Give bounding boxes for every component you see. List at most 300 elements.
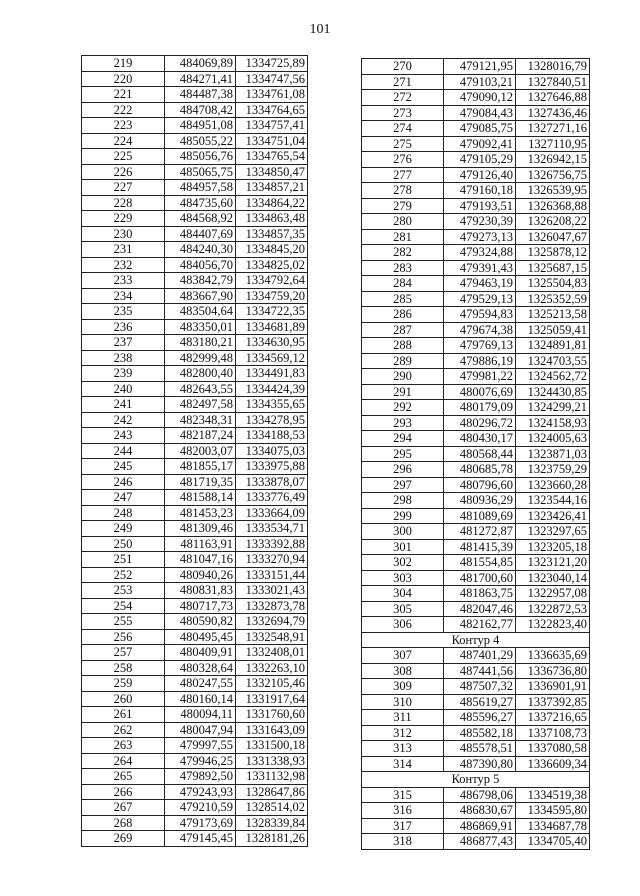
point-number: 309 bbox=[362, 679, 444, 695]
point-number: 317 bbox=[362, 818, 444, 834]
point-number: 310 bbox=[362, 694, 444, 710]
point-number: 228 bbox=[82, 195, 165, 211]
point-number: 237 bbox=[82, 335, 165, 351]
coordinate-y: 1334519,38 bbox=[516, 787, 590, 803]
coordinate-y: 1334845,20 bbox=[236, 242, 308, 258]
table-row bbox=[82, 552, 308, 568]
coordinate-y: 1331500,18 bbox=[236, 738, 308, 754]
coordinate-y: 1334630,95 bbox=[236, 335, 308, 351]
point-number: 264 bbox=[82, 753, 165, 769]
coordinate-x: 480940,26 bbox=[165, 567, 236, 583]
coordinate-y: 1324562,72 bbox=[516, 369, 590, 385]
point-number: 275 bbox=[362, 136, 444, 152]
coordinate-x: 481863,75 bbox=[444, 586, 516, 602]
coordinate-x: 481719,35 bbox=[165, 474, 236, 490]
coordinate-x: 482162,77 bbox=[444, 617, 516, 633]
coordinate-y: 1326368,88 bbox=[516, 198, 590, 214]
coordinate-x: 479230,39 bbox=[444, 214, 516, 230]
coordinate-y: 1332873,78 bbox=[236, 598, 308, 614]
table-row bbox=[82, 335, 308, 351]
table-row bbox=[82, 149, 308, 165]
table-row bbox=[362, 121, 590, 137]
table-row bbox=[82, 521, 308, 537]
coordinate-y: 1334792,64 bbox=[236, 273, 308, 289]
table-row bbox=[362, 508, 590, 524]
table-row bbox=[362, 214, 590, 230]
coordinate-x: 487401,29 bbox=[444, 648, 516, 664]
coordinate-y: 1328647,86 bbox=[236, 784, 308, 800]
coordinate-y: 1334075,03 bbox=[236, 443, 308, 459]
coordinate-x: 487390,80 bbox=[444, 756, 516, 772]
coordinate-y: 1332408,01 bbox=[236, 645, 308, 661]
coordinate-y: 1333776,49 bbox=[236, 490, 308, 506]
coordinate-y: 1326208,22 bbox=[516, 214, 590, 230]
table-row bbox=[362, 462, 590, 478]
point-number: 260 bbox=[82, 691, 165, 707]
table-row bbox=[82, 102, 308, 118]
point-number: 235 bbox=[82, 304, 165, 320]
coordinate-x: 481700,60 bbox=[444, 570, 516, 586]
coordinate-x: 484708,42 bbox=[165, 102, 236, 118]
point-number: 268 bbox=[82, 815, 165, 831]
point-number: 291 bbox=[362, 384, 444, 400]
coordinate-x: 484056,70 bbox=[165, 257, 236, 273]
coordinate-y: 1334355,65 bbox=[236, 397, 308, 413]
table-row bbox=[362, 710, 590, 726]
point-number: 225 bbox=[82, 149, 165, 165]
coordinate-y: 1327646,88 bbox=[516, 90, 590, 106]
coordinate-y: 1334759,20 bbox=[236, 288, 308, 304]
point-number: 293 bbox=[362, 415, 444, 431]
coordinate-x: 479090,12 bbox=[444, 90, 516, 106]
table-row bbox=[362, 648, 590, 664]
coordinate-y: 1334757,41 bbox=[236, 118, 308, 134]
point-number: 285 bbox=[362, 291, 444, 307]
coordinates-table-left bbox=[81, 55, 308, 847]
page-number: 101 bbox=[309, 22, 331, 37]
coordinate-y: 1327436,46 bbox=[516, 105, 590, 121]
coordinate-y: 1328514,02 bbox=[236, 800, 308, 816]
table-row bbox=[362, 353, 590, 369]
table-row bbox=[82, 242, 308, 258]
point-number: 313 bbox=[362, 741, 444, 757]
point-number: 248 bbox=[82, 505, 165, 521]
point-number: 239 bbox=[82, 366, 165, 382]
coordinate-y: 1337392,85 bbox=[516, 694, 590, 710]
table-row bbox=[362, 446, 590, 462]
point-number: 281 bbox=[362, 229, 444, 245]
table-row bbox=[362, 477, 590, 493]
point-number: 298 bbox=[362, 493, 444, 509]
coordinate-y: 1323040,14 bbox=[516, 570, 590, 586]
point-number: 297 bbox=[362, 477, 444, 493]
coordinate-y: 1333534,71 bbox=[236, 521, 308, 537]
coordinate-y: 1334863,48 bbox=[236, 211, 308, 227]
coordinate-x: 481163,91 bbox=[165, 536, 236, 552]
point-number: 221 bbox=[82, 87, 165, 103]
coordinate-x: 479273,13 bbox=[444, 229, 516, 245]
coordinate-x: 486877,43 bbox=[444, 834, 516, 850]
table-row bbox=[362, 307, 590, 323]
coordinate-y: 1328181,26 bbox=[236, 831, 308, 847]
table-row bbox=[82, 753, 308, 769]
point-number: 305 bbox=[362, 601, 444, 617]
coordinate-y: 1337080,58 bbox=[516, 741, 590, 757]
table-row bbox=[82, 164, 308, 180]
coordinate-x: 480796,60 bbox=[444, 477, 516, 493]
table-row bbox=[362, 601, 590, 617]
coordinate-x: 480430,17 bbox=[444, 431, 516, 447]
point-number: 267 bbox=[82, 800, 165, 816]
table-row bbox=[82, 443, 308, 459]
coordinate-x: 486798,06 bbox=[444, 787, 516, 803]
point-number: 242 bbox=[82, 412, 165, 428]
point-number: 286 bbox=[362, 307, 444, 323]
coordinate-x: 481047,16 bbox=[165, 552, 236, 568]
table-row bbox=[82, 490, 308, 506]
point-number: 271 bbox=[362, 74, 444, 90]
table-row bbox=[82, 180, 308, 196]
contour-label: Контур 5 bbox=[362, 772, 590, 788]
table-row bbox=[362, 617, 590, 633]
point-number: 246 bbox=[82, 474, 165, 490]
point-number: 280 bbox=[362, 214, 444, 230]
coordinate-x: 484951,08 bbox=[165, 118, 236, 134]
coordinate-x: 483350,01 bbox=[165, 319, 236, 335]
table-row bbox=[362, 260, 590, 276]
coordinate-y: 1334850,47 bbox=[236, 164, 308, 180]
coordinate-y: 1328016,79 bbox=[516, 59, 590, 75]
point-number: 276 bbox=[362, 152, 444, 168]
point-number: 232 bbox=[82, 257, 165, 273]
point-number: 296 bbox=[362, 462, 444, 478]
table-row bbox=[82, 288, 308, 304]
table-row bbox=[82, 257, 308, 273]
table-row bbox=[82, 536, 308, 552]
point-number: 244 bbox=[82, 443, 165, 459]
coordinate-x: 482348,31 bbox=[165, 412, 236, 428]
point-number: 283 bbox=[362, 260, 444, 276]
point-number: 234 bbox=[82, 288, 165, 304]
coordinate-x: 484568,92 bbox=[165, 211, 236, 227]
coordinate-y: 1334764,65 bbox=[236, 102, 308, 118]
table-row bbox=[362, 384, 590, 400]
coordinate-y: 1325059,41 bbox=[516, 322, 590, 338]
table-row bbox=[82, 459, 308, 475]
coordinate-x: 479121,95 bbox=[444, 59, 516, 75]
table-row bbox=[82, 784, 308, 800]
coordinate-y: 1323544,16 bbox=[516, 493, 590, 509]
coordinate-y: 1326539,95 bbox=[516, 183, 590, 199]
coordinate-x: 482800,40 bbox=[165, 366, 236, 382]
coordinate-x: 481588,14 bbox=[165, 490, 236, 506]
coordinate-y: 1334857,35 bbox=[236, 226, 308, 242]
point-number: 282 bbox=[362, 245, 444, 261]
point-number: 294 bbox=[362, 431, 444, 447]
coordinate-y: 1333392,88 bbox=[236, 536, 308, 552]
point-number: 300 bbox=[362, 524, 444, 540]
table-row bbox=[82, 815, 308, 831]
table-row bbox=[82, 831, 308, 847]
coordinate-x: 480717,73 bbox=[165, 598, 236, 614]
point-number: 241 bbox=[82, 397, 165, 413]
table-row bbox=[82, 474, 308, 490]
table-row bbox=[82, 614, 308, 630]
coordinate-x: 480831,83 bbox=[165, 583, 236, 599]
coordinate-x: 480328,64 bbox=[165, 660, 236, 676]
table-row bbox=[362, 555, 590, 571]
coordinate-y: 1327271,16 bbox=[516, 121, 590, 137]
table-row bbox=[362, 338, 590, 354]
point-number: 255 bbox=[82, 614, 165, 630]
coordinate-y: 1327840,51 bbox=[516, 74, 590, 90]
table-row bbox=[82, 676, 308, 692]
coordinate-x: 484735,60 bbox=[165, 195, 236, 211]
table-row bbox=[362, 803, 590, 819]
table-row bbox=[82, 211, 308, 227]
section-header-row bbox=[362, 632, 590, 648]
table-row bbox=[82, 738, 308, 754]
point-number: 306 bbox=[362, 617, 444, 633]
point-number: 251 bbox=[82, 552, 165, 568]
coordinate-x: 485065,75 bbox=[165, 164, 236, 180]
point-number: 304 bbox=[362, 586, 444, 602]
coordinate-y: 1332105,46 bbox=[236, 676, 308, 692]
table-row bbox=[82, 304, 308, 320]
coordinate-y: 1325504,83 bbox=[516, 276, 590, 292]
coordinate-x: 486830,67 bbox=[444, 803, 516, 819]
table-row bbox=[82, 133, 308, 149]
point-number: 307 bbox=[362, 648, 444, 664]
coordinate-y: 1325213,58 bbox=[516, 307, 590, 323]
table-row bbox=[362, 694, 590, 710]
point-number: 249 bbox=[82, 521, 165, 537]
coordinate-x: 480076,69 bbox=[444, 384, 516, 400]
point-number: 318 bbox=[362, 834, 444, 850]
coordinate-y: 1324430,85 bbox=[516, 384, 590, 400]
table-row bbox=[362, 369, 590, 385]
point-number: 315 bbox=[362, 787, 444, 803]
table-row bbox=[362, 679, 590, 695]
coordinate-x: 479173,69 bbox=[165, 815, 236, 831]
coordinate-x: 487507,32 bbox=[444, 679, 516, 695]
coordinate-y: 1336609,34 bbox=[516, 756, 590, 772]
coordinate-y: 1334765,54 bbox=[236, 149, 308, 165]
point-number: 231 bbox=[82, 242, 165, 258]
coordinate-y: 1334722,35 bbox=[236, 304, 308, 320]
point-number: 303 bbox=[362, 570, 444, 586]
point-number: 243 bbox=[82, 428, 165, 444]
contour-label: Контур 4 bbox=[362, 632, 590, 648]
table-row bbox=[362, 183, 590, 199]
coordinate-y: 1334705,40 bbox=[516, 834, 590, 850]
point-number: 229 bbox=[82, 211, 165, 227]
table-row bbox=[82, 56, 308, 72]
coordinate-x: 479391,43 bbox=[444, 260, 516, 276]
point-number: 299 bbox=[362, 508, 444, 524]
point-number: 316 bbox=[362, 803, 444, 819]
coordinate-x: 482047,46 bbox=[444, 601, 516, 617]
coordinate-y: 1328339,84 bbox=[236, 815, 308, 831]
coordinate-y: 1334278,95 bbox=[236, 412, 308, 428]
coordinate-y: 1333664,09 bbox=[236, 505, 308, 521]
table-row bbox=[82, 707, 308, 723]
coordinate-y: 1324891,81 bbox=[516, 338, 590, 354]
point-number: 292 bbox=[362, 400, 444, 416]
coordinate-x: 484957,58 bbox=[165, 180, 236, 196]
table-row bbox=[362, 276, 590, 292]
point-number: 279 bbox=[362, 198, 444, 214]
table-row bbox=[362, 415, 590, 431]
coordinate-x: 483842,79 bbox=[165, 273, 236, 289]
table-row bbox=[82, 583, 308, 599]
point-number: 236 bbox=[82, 319, 165, 335]
coordinate-x: 484407,69 bbox=[165, 226, 236, 242]
coordinate-x: 479769,13 bbox=[444, 338, 516, 354]
point-number: 256 bbox=[82, 629, 165, 645]
table-row bbox=[82, 71, 308, 87]
table-row bbox=[362, 90, 590, 106]
coordinate-y: 1332263,10 bbox=[236, 660, 308, 676]
coordinate-x: 479092,41 bbox=[444, 136, 516, 152]
coordinate-y: 1331132,98 bbox=[236, 769, 308, 785]
point-number: 250 bbox=[82, 536, 165, 552]
coordinate-x: 479084,43 bbox=[444, 105, 516, 121]
point-number: 266 bbox=[82, 784, 165, 800]
coordinate-y: 1323205,18 bbox=[516, 539, 590, 555]
table-row bbox=[362, 787, 590, 803]
table-row bbox=[82, 87, 308, 103]
coordinate-x: 479674,38 bbox=[444, 322, 516, 338]
coordinate-y: 1334424,39 bbox=[236, 381, 308, 397]
table-row bbox=[82, 273, 308, 289]
coordinate-y: 1334188,53 bbox=[236, 428, 308, 444]
coordinate-x: 482643,55 bbox=[165, 381, 236, 397]
table-row bbox=[362, 245, 590, 261]
coordinate-x: 485578,51 bbox=[444, 741, 516, 757]
point-number: 262 bbox=[82, 722, 165, 738]
coordinate-x: 479892,50 bbox=[165, 769, 236, 785]
coordinate-x: 480179,09 bbox=[444, 400, 516, 416]
coordinate-y: 1334761,08 bbox=[236, 87, 308, 103]
coordinate-y: 1334864,22 bbox=[236, 195, 308, 211]
coordinate-y: 1334857,21 bbox=[236, 180, 308, 196]
coordinate-y: 1337216,65 bbox=[516, 710, 590, 726]
table-row bbox=[362, 586, 590, 602]
coordinate-y: 1331760,60 bbox=[236, 707, 308, 723]
table-row bbox=[82, 381, 308, 397]
table-row bbox=[362, 229, 590, 245]
table-row bbox=[362, 105, 590, 121]
coordinate-x: 481554,85 bbox=[444, 555, 516, 571]
coordinate-y: 1326047,67 bbox=[516, 229, 590, 245]
coordinate-x: 479085,75 bbox=[444, 121, 516, 137]
coordinate-x: 479324,88 bbox=[444, 245, 516, 261]
coordinate-y: 1331643,09 bbox=[236, 722, 308, 738]
point-number: 240 bbox=[82, 381, 165, 397]
table-row bbox=[362, 570, 590, 586]
coordinate-y: 1323297,65 bbox=[516, 524, 590, 540]
coordinate-y: 1322872,53 bbox=[516, 601, 590, 617]
coordinate-x: 484487,38 bbox=[165, 87, 236, 103]
table-row bbox=[362, 152, 590, 168]
coordinate-x: 482003,07 bbox=[165, 443, 236, 459]
table-row bbox=[362, 431, 590, 447]
coordinate-x: 479105,29 bbox=[444, 152, 516, 168]
coordinate-x: 480568,44 bbox=[444, 446, 516, 462]
coordinate-x: 486869,91 bbox=[444, 818, 516, 834]
point-number: 272 bbox=[362, 90, 444, 106]
coordinate-x: 479160,18 bbox=[444, 183, 516, 199]
coordinate-y: 1324703,55 bbox=[516, 353, 590, 369]
point-number: 289 bbox=[362, 353, 444, 369]
table-row bbox=[362, 167, 590, 183]
table-row bbox=[82, 800, 308, 816]
point-number: 253 bbox=[82, 583, 165, 599]
coordinate-x: 480936,29 bbox=[444, 493, 516, 509]
point-number: 224 bbox=[82, 133, 165, 149]
table-row bbox=[362, 539, 590, 555]
point-number: 273 bbox=[362, 105, 444, 121]
coordinate-x: 480296,72 bbox=[444, 415, 516, 431]
point-number: 261 bbox=[82, 707, 165, 723]
point-number: 230 bbox=[82, 226, 165, 242]
coordinate-y: 1325352,59 bbox=[516, 291, 590, 307]
coordinate-y: 1322823,40 bbox=[516, 617, 590, 633]
coordinate-x: 484271,41 bbox=[165, 71, 236, 87]
coordinate-y: 1324158,93 bbox=[516, 415, 590, 431]
coordinate-y: 1334725,89 bbox=[236, 56, 308, 72]
point-number: 284 bbox=[362, 276, 444, 292]
coordinate-y: 1323426,41 bbox=[516, 508, 590, 524]
coordinate-x: 479886,19 bbox=[444, 353, 516, 369]
table-row bbox=[82, 505, 308, 521]
coordinate-y: 1326756,75 bbox=[516, 167, 590, 183]
coordinate-x: 479145,45 bbox=[165, 831, 236, 847]
point-number: 245 bbox=[82, 459, 165, 475]
coordinate-y: 1323759,29 bbox=[516, 462, 590, 478]
coordinate-y: 1334681,89 bbox=[236, 319, 308, 335]
point-number: 227 bbox=[82, 180, 165, 196]
coordinate-y: 1326942,15 bbox=[516, 152, 590, 168]
point-number: 265 bbox=[82, 769, 165, 785]
table-row bbox=[362, 818, 590, 834]
coordinate-x: 480495,45 bbox=[165, 629, 236, 645]
coordinate-y: 1333151,44 bbox=[236, 567, 308, 583]
coordinate-x: 479463,19 bbox=[444, 276, 516, 292]
point-number: 254 bbox=[82, 598, 165, 614]
point-number: 274 bbox=[362, 121, 444, 137]
table-row bbox=[362, 493, 590, 509]
coordinate-x: 481309,46 bbox=[165, 521, 236, 537]
coordinate-x: 484069,89 bbox=[165, 56, 236, 72]
table-row bbox=[82, 366, 308, 382]
table-row bbox=[82, 769, 308, 785]
coordinates-table-right bbox=[361, 58, 590, 850]
point-number: 257 bbox=[82, 645, 165, 661]
table-row bbox=[362, 524, 590, 540]
coordinate-y: 1334687,78 bbox=[516, 818, 590, 834]
table-row bbox=[362, 663, 590, 679]
coordinate-x: 485055,22 bbox=[165, 133, 236, 149]
table-row bbox=[362, 322, 590, 338]
table-row bbox=[362, 834, 590, 850]
coordinate-y: 1334491,83 bbox=[236, 366, 308, 382]
point-number: 238 bbox=[82, 350, 165, 366]
coordinate-x: 479103,21 bbox=[444, 74, 516, 90]
table-row bbox=[82, 195, 308, 211]
coordinate-x: 483180,21 bbox=[165, 335, 236, 351]
